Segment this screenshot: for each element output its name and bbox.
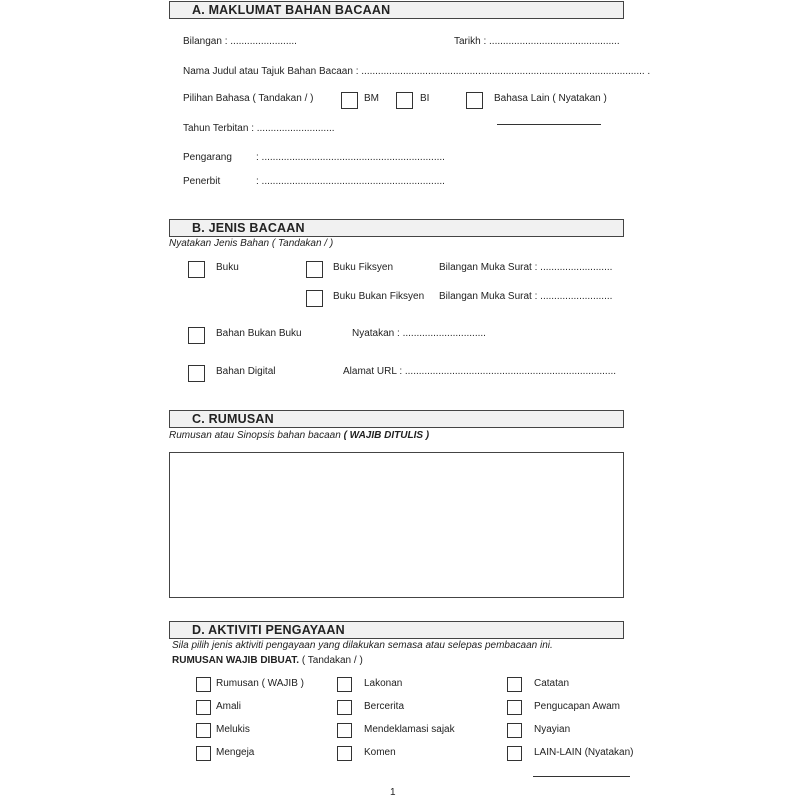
activity-checkbox-pengucapan[interactable] xyxy=(507,700,522,715)
penerbit-field[interactable]: : .................................................................. xyxy=(256,176,445,187)
bahan-digital-checkbox[interactable] xyxy=(188,365,205,382)
section-c-instruction-text: Rumusan atau Sinopsis bahan bacaan xyxy=(169,430,341,441)
bilangan-field[interactable]: Bilangan : ........................ xyxy=(183,36,297,47)
pengarang-label: Pengarang xyxy=(183,152,232,163)
tarikh-field[interactable]: Tarikh : ............................................... xyxy=(454,36,620,47)
activity-label-lakonan: Lakonan xyxy=(364,678,403,689)
buku-label: Buku xyxy=(216,262,239,273)
activity-checkbox-mendeklamasi[interactable] xyxy=(337,723,352,738)
activity-checkbox-nyayian[interactable] xyxy=(507,723,522,738)
activity-label-mendeklamasi: Mendeklamasi sajak xyxy=(364,724,455,735)
nyatakan-field[interactable]: Nyatakan : .............................. xyxy=(352,328,486,339)
buku-fiksyen-checkbox[interactable] xyxy=(306,261,323,278)
bi-checkbox[interactable] xyxy=(396,92,413,109)
pengarang-field[interactable]: : .................................................................. xyxy=(256,152,445,163)
section-d-instruction: Sila pilih jenis aktiviti pengayaan yang dilakukan semasa atau selepas pembacaan ini. xyxy=(172,640,553,651)
activity-label-melukis: Melukis xyxy=(216,724,250,735)
tahun-terbitan-field[interactable]: Tahun Terbitan : ............................ xyxy=(183,123,335,134)
bahan-digital-label: Bahan Digital xyxy=(216,366,276,377)
activity-checkbox-mengeja[interactable] xyxy=(196,746,211,761)
section-c-title: C. RUMUSAN xyxy=(192,412,274,426)
activity-label-catatan: Catatan xyxy=(534,678,570,689)
activity-label-amali: Amali xyxy=(216,701,242,712)
muka-surat-field-1[interactable]: Bilangan Muka Surat : .......................... xyxy=(439,262,613,273)
section-d-header xyxy=(169,621,624,639)
bm-label: BM xyxy=(364,93,379,104)
penerbit-label: Penerbit xyxy=(183,176,221,187)
alamat-url-field[interactable]: Alamat URL : ............................................................................ xyxy=(343,366,617,377)
rumusan-textarea[interactable] xyxy=(169,452,624,598)
activity-checkbox-lain-lain[interactable] xyxy=(507,746,522,761)
bi-label: BI xyxy=(420,93,430,104)
section-c-instruction-bold: ( WAJIB DITULIS ) xyxy=(340,430,430,441)
activity-checkbox-melukis[interactable] xyxy=(196,723,211,738)
activity-checkbox-bercerita[interactable] xyxy=(337,700,352,715)
pilihan-bahasa-label: Pilihan Bahasa ( Tandakan / ) xyxy=(183,93,314,104)
section-d-title: D. AKTIVITI PENGAYAAN xyxy=(192,623,345,637)
section-a-title: A. MAKLUMAT BAHAN BACAAN xyxy=(192,3,391,17)
activity-label-nyayian: Nyayian xyxy=(534,724,571,735)
wajib-rest: ( Tandakan / ) xyxy=(299,655,363,666)
bahasa-lain-label: Bahasa Lain ( Nyatakan ) xyxy=(494,93,607,104)
bahan-bukan-buku-checkbox[interactable] xyxy=(188,327,205,344)
bm-checkbox[interactable] xyxy=(341,92,358,109)
wajib-bold: RUMUSAN WAJIB DIBUAT. xyxy=(172,655,300,666)
activity-label-bercerita: Bercerita xyxy=(364,701,405,712)
section-c-instruction xyxy=(169,430,429,441)
section-d-wajib xyxy=(172,655,363,666)
activity-checkbox-komen[interactable] xyxy=(337,746,352,761)
nama-judul-field[interactable]: Nama Judul atau Tajuk Bahan Bacaan : ...................................................................................................... . xyxy=(183,66,651,77)
section-c-header xyxy=(169,410,624,428)
muka-surat-field-2[interactable]: Bilangan Muka Surat : .......................... xyxy=(439,291,613,302)
activity-label-komen: Komen xyxy=(364,747,396,758)
bahan-bukan-buku-label: Bahan Bukan Buku xyxy=(216,328,302,339)
buku-fiksyen-label: Buku Fiksyen xyxy=(333,262,394,273)
activity-checkbox-catatan[interactable] xyxy=(507,677,522,692)
page-number: 1 xyxy=(390,787,396,798)
lain-lain-line[interactable] xyxy=(533,776,630,777)
buku-checkbox[interactable] xyxy=(188,261,205,278)
activity-checkbox-lakonan[interactable] xyxy=(337,677,352,692)
bahasa-lain-checkbox[interactable] xyxy=(466,92,483,109)
activity-label-pengucapan: Pengucapan Awam xyxy=(534,701,620,712)
activity-label-lain-lain: LAIN-LAIN (Nyatakan) xyxy=(534,747,634,758)
section-b-header xyxy=(169,219,624,237)
activity-label-rumusan: Rumusan ( WAJIB ) xyxy=(216,678,304,689)
activity-checkbox-amali[interactable] xyxy=(196,700,211,715)
bahasa-lain-line[interactable] xyxy=(497,124,601,125)
section-a-header xyxy=(169,1,624,19)
activity-label-mengeja: Mengeja xyxy=(216,747,255,758)
activity-checkbox-rumusan[interactable] xyxy=(196,677,211,692)
section-b-instruction: Nyatakan Jenis Bahan ( Tandakan / ) xyxy=(169,238,334,249)
buku-bukan-fiksyen-label: Buku Bukan Fiksyen xyxy=(333,291,425,302)
section-b-title: B. JENIS BACAAN xyxy=(192,221,305,235)
buku-bukan-fiksyen-checkbox[interactable] xyxy=(306,290,323,307)
